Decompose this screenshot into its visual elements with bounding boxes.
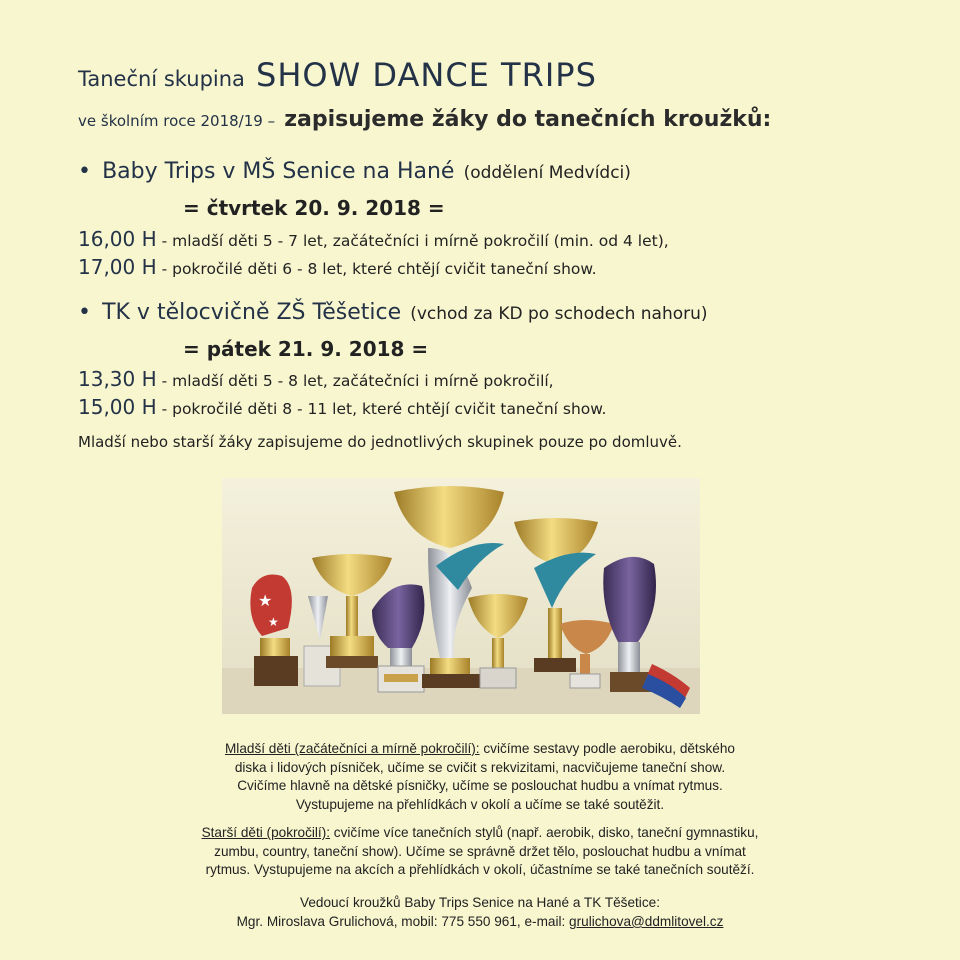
footer-contact: Mgr. Miroslava Grulichová, mobil: 775 550 961, e-mail: bbox=[236, 914, 570, 929]
paragraph-line: diska i lidových písniček, učíme se cvičit s rekvizitami, nacvičujeme taneční show. bbox=[234, 759, 726, 775]
session-time: 16,00 H bbox=[78, 227, 157, 251]
venue-note: (oddělení Medvídci) bbox=[463, 163, 631, 183]
venue-heading-senice bbox=[78, 159, 631, 184]
paragraph-line: zumbu, country, taneční show). Učíme se správně držet tělo, poslouchat hudbu a vnímat bbox=[214, 843, 746, 859]
paragraph-lead: Mladší děti (začátečníci a mírně pokročilí): bbox=[224, 741, 480, 756]
session-time: 17,00 H bbox=[78, 255, 157, 279]
session-line bbox=[78, 367, 554, 391]
venue-date: = čtvrtek 20. 9. 2018 = bbox=[183, 196, 445, 220]
title-prefix: Taneční skupina bbox=[78, 67, 245, 91]
venue-name: Baby Trips v MŠ Senice na Hané bbox=[102, 159, 455, 184]
bullet-icon: • bbox=[78, 159, 91, 184]
purple-trophy bbox=[372, 584, 424, 692]
session-line bbox=[78, 395, 606, 419]
venue-date: = pátek 21. 9. 2018 = bbox=[183, 337, 429, 361]
session-text: - mladší děti 5 - 8 let, začátečníci i mírně pokročilí, bbox=[161, 372, 554, 390]
venue-note: (vchod za KD po schodech nahoru) bbox=[410, 304, 708, 324]
subtitle-prefix: ve školním roce 2018/19 – bbox=[78, 112, 276, 130]
venue-name: TK v tělocvičně ZŠ Těšetice bbox=[102, 300, 402, 325]
description-older bbox=[70, 824, 890, 880]
svg-text:★: ★ bbox=[258, 591, 273, 610]
flyer-title bbox=[78, 56, 597, 94]
bullet-icon: • bbox=[78, 300, 91, 325]
session-line bbox=[78, 227, 669, 251]
flyer-subtitle bbox=[78, 107, 771, 132]
session-time: 13,30 H bbox=[78, 367, 157, 391]
session-text: - mladší děti 5 - 7 let, začátečníci i mírně pokročilí (min. od 4 let), bbox=[161, 232, 669, 250]
venue-heading-tesetice bbox=[78, 300, 708, 325]
email-link[interactable]: grulichova@ddmlitovel.cz bbox=[569, 914, 724, 929]
svg-text:★: ★ bbox=[268, 615, 279, 629]
trophies-photo bbox=[222, 478, 700, 714]
paragraph-lead: Starší děti (pokročilí): bbox=[201, 825, 331, 840]
session-line bbox=[78, 255, 597, 279]
enrollment-note: Mladší nebo starší žáky zapisujeme do jednotlivých skupinek pouze po domluvě. bbox=[78, 433, 682, 451]
subtitle-bold: zapisujeme žáky do tanečních kroužků: bbox=[284, 107, 772, 132]
paragraph-line: rytmus. Vystupujeme na akcích a přehlídkách v okolí, účastníme se také tanečních soutěží. bbox=[205, 862, 755, 877]
footer-leader-line: Vedoucí kroužků Baby Trips Senice na Hané a TK Těšetice: bbox=[300, 895, 660, 910]
paragraph-line: cvičíme více tanečních stylů (např. aerobik, disko, taneční gymnastiku, bbox=[330, 825, 759, 840]
paragraph-line: Vystupujeme na přehlídkách v okolí a učíme se také soutěžit. bbox=[295, 796, 665, 812]
session-time: 15,00 H bbox=[78, 395, 157, 419]
paragraph-line: Cvičíme hlavně na dětské písničky, učíme se poslouchat hudbu a vnímat rytmus. bbox=[237, 778, 723, 793]
session-text: - pokročilé děti 6 - 8 let, které chtějí cvičit taneční show. bbox=[161, 260, 597, 278]
paragraph-line: cvičíme sestavy podle aerobiku, dětského bbox=[479, 741, 735, 756]
contact-footer bbox=[70, 893, 890, 931]
session-text: - pokročilé děti 8 - 11 let, které chtějí cvičit taneční show. bbox=[161, 400, 607, 418]
description-younger bbox=[70, 740, 890, 814]
group-name: SHOW DANCE TRIPS bbox=[256, 56, 597, 94]
